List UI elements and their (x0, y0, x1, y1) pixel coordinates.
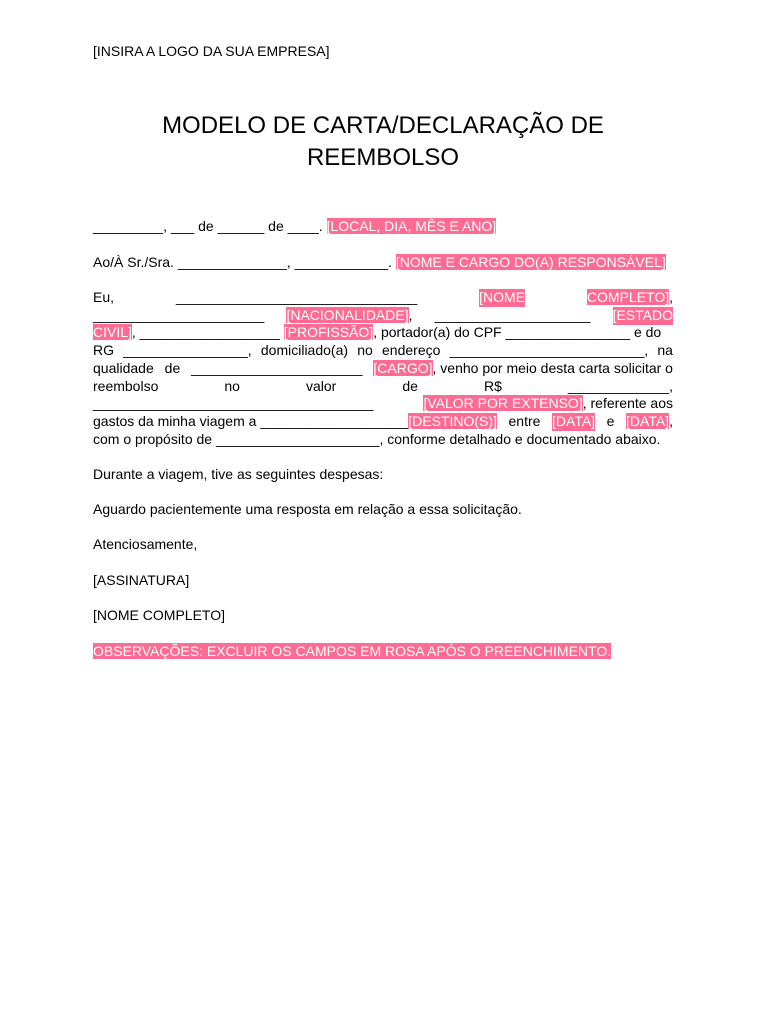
nationality-placeholder: [NACIONALIDADE] (286, 307, 409, 323)
paragraph-line-2 (93, 307, 673, 325)
text-segment: endereço (382, 342, 441, 358)
profession-placeholder: [PROFISSÃO] (283, 324, 374, 340)
text-segment: ______________________ (93, 307, 265, 323)
text-segment: , (669, 413, 673, 429)
awaiting-line: Aguardo pacientemente uma resposta em relação a essa solicitação. (93, 501, 522, 517)
end-date-placeholder: [DATA] (626, 413, 670, 429)
marital-status-placeholder-b: CIVIL] (93, 324, 132, 340)
text-segment: no (357, 342, 373, 358)
text-segment: ______________________ (191, 360, 363, 376)
observation-text: OBSERVAÇÕES: EXCLUIR OS CAMPOS EM ROSA APÓS O PREENCHIMENTO. (93, 643, 612, 659)
text-segment: ____________________ (434, 307, 591, 323)
text-segment: gastos da minha viagem a ___________________ (93, 413, 409, 429)
full-name-placeholder-b: COMPLETO] (586, 289, 670, 305)
destination-placeholder: [DESTINO(S)] (408, 413, 497, 429)
text-segment: no (224, 378, 240, 394)
text-segment: de (402, 378, 418, 394)
text-segment: , __________________ (131, 324, 280, 340)
role-placeholder: [CARGO] (373, 360, 433, 376)
signature-placeholder: [ASSINATURA] (93, 572, 190, 588)
title-line-1: MODELO DE CARTA/DECLARAÇÃO DE (162, 112, 604, 139)
text-segment: na (657, 342, 673, 358)
text-segment: ________________, (123, 342, 252, 358)
page-title (93, 110, 673, 174)
text-segment: _______________________________ (175, 289, 418, 305)
recipient-field-placeholder: [NOME E CARGO DO(A) RESPONSÁVEL] (395, 254, 666, 270)
text-segment: , venho por meio desta carta solicitar o (432, 360, 673, 376)
date-field-placeholder: [LOCAL, DIA, MÊS E ANO] (326, 218, 497, 234)
title-line-2: REEMBOLSO (306, 144, 460, 171)
paragraph-line-9: com o propósito de _____________________, conforme detalhado e documentado abaixo. (93, 431, 661, 447)
paragraph-line-1 (93, 289, 673, 307)
text-segment: R$ (483, 378, 502, 394)
marital-status-placeholder-a: [ESTADO (612, 307, 673, 323)
paragraph-line-3 (93, 324, 673, 342)
text-segment: reembolso (93, 378, 159, 394)
paragraph-line-8 (93, 413, 673, 431)
date-line (93, 218, 673, 235)
text-segment: domiciliado(a) (260, 342, 349, 358)
paragraph-line-5 (93, 360, 673, 378)
text-segment: RG (93, 342, 114, 358)
text-segment: , (669, 289, 673, 305)
text-segment: ____________________________________ (93, 395, 374, 411)
text-segment: valor (305, 378, 337, 394)
observation-note (93, 643, 673, 660)
text-segment: , referente aos (582, 395, 673, 411)
amount-in-words-placeholder: [VALOR POR EXTENSO] (423, 395, 583, 411)
full-name-placeholder: [NOME COMPLETO] (93, 607, 225, 623)
text-segment: e (606, 413, 615, 429)
text-segment: _________________________, (449, 342, 649, 358)
text-segment: , (408, 307, 413, 323)
text-segment: de (164, 360, 181, 376)
logo-placeholder: [INSIRA A LOGO DA SUA EMPRESA] (93, 43, 330, 59)
paragraph-line-7 (93, 395, 673, 413)
closing-line: Atenciosamente, (93, 536, 198, 552)
text-segment: qualidade (93, 360, 154, 376)
expenses-line: Durante a viagem, tive as seguintes despesas: (93, 466, 384, 482)
paragraph-line-4 (93, 342, 673, 360)
text-segment: entre (508, 413, 541, 429)
recipient-line-text: Ao/À Sr./Sra. ______________, ____________. (93, 254, 392, 270)
text-segment: , portador(a) do CPF ________________ e do (373, 324, 662, 340)
text-segment: _____________, (567, 378, 673, 394)
start-date-placeholder: [DATA] (552, 413, 596, 429)
text-segment: Eu, (93, 289, 115, 305)
paragraph-line-6 (93, 378, 673, 396)
date-line-text: _________, ___ de ______ de ____. (93, 218, 323, 234)
recipient-line (93, 254, 673, 271)
full-name-placeholder-a: [NOME (479, 289, 526, 305)
